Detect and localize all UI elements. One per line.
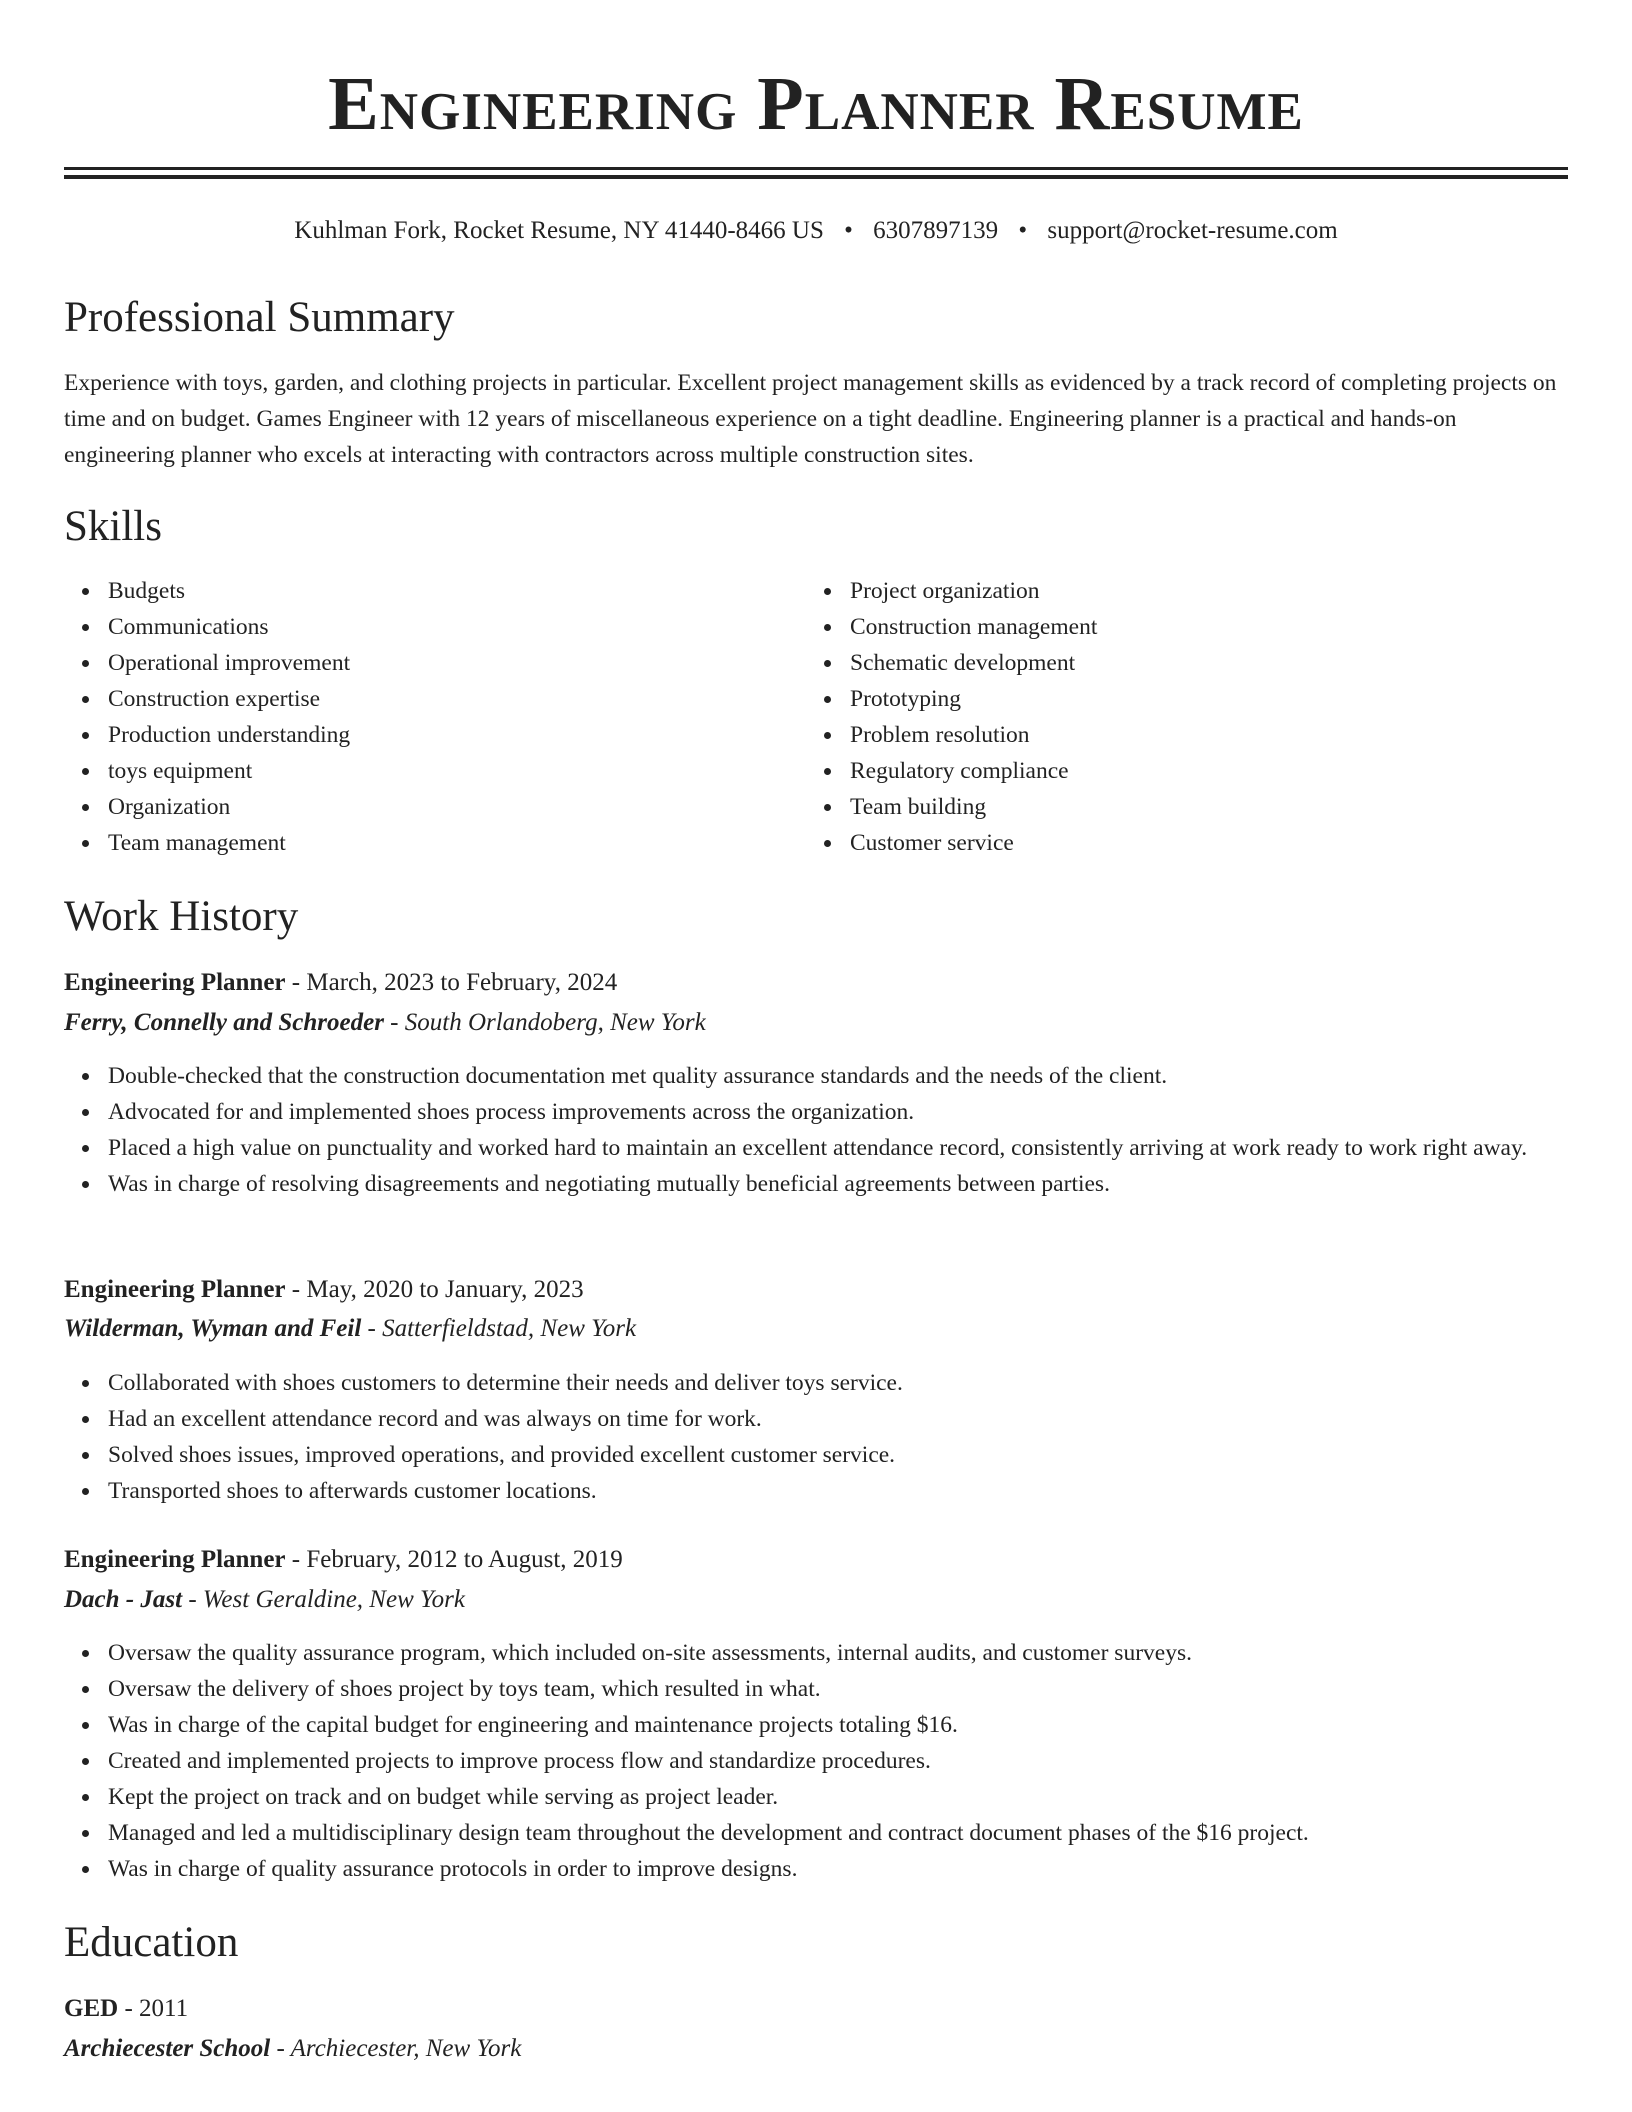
skill-item: Prototyping	[850, 681, 1550, 717]
skill-item: Schematic development	[850, 645, 1550, 681]
job-bullet: Was in charge of quality assurance protocols in order to improve designs.	[108, 1851, 1568, 1887]
job-location: - South Orlandoberg, New York	[383, 1009, 706, 1036]
education-school-line	[64, 2031, 521, 2067]
skills-list-right	[806, 573, 1550, 861]
job-header	[64, 1542, 623, 1578]
job-company-line	[64, 1582, 465, 1618]
job-company: Ferry, Connelly and Schroeder	[64, 1009, 384, 1036]
job-bullet: Collaborated with shoes customers to determine their needs and deliver toys service.	[108, 1365, 1568, 1401]
skill-item: Customer service	[850, 825, 1550, 861]
summary-heading: Professional Summary	[64, 294, 455, 341]
education-location: - Archiecester, New York	[270, 2035, 522, 2062]
job-bullets	[64, 1635, 1568, 1887]
job-bullets	[64, 1365, 1568, 1509]
contact-address: Kuhlman Fork, Rocket Resume, NY 41440-8466 US	[294, 217, 824, 244]
skill-item: Team building	[850, 789, 1550, 825]
skills-heading: Skills	[64, 503, 162, 550]
job-location: - Satterfieldstad, New York	[361, 1315, 637, 1342]
job-title: Engineering Planner	[64, 1546, 286, 1573]
job-dates: - February, 2012 to August, 2019	[285, 1546, 623, 1573]
job-title: Engineering Planner	[64, 969, 286, 996]
resume-page	[64, 0, 1568, 2062]
education-header	[64, 1991, 188, 2027]
job-location: - West Geraldine, New York	[182, 1586, 465, 1613]
education-year: - 2011	[118, 1995, 189, 2022]
skill-item: Communications	[108, 609, 808, 645]
job-bullet: Was in charge of resolving disagreements and negotiating mutually beneficial agreements between parties.	[108, 1166, 1568, 1202]
contact-separator: •	[1018, 217, 1028, 244]
skills-list-left	[64, 573, 808, 861]
job-bullet: Placed a high value on punctuality and worked hard to maintain an excellent attendance record, consistently arriving at work ready to work right away.	[108, 1130, 1568, 1166]
skill-item: Operational improvement	[108, 645, 808, 681]
skill-item: Budgets	[108, 573, 808, 609]
skill-item: Problem resolution	[850, 717, 1550, 753]
job-bullet: Kept the project on track and on budget while serving as project leader.	[108, 1779, 1568, 1815]
skill-item: Construction management	[850, 609, 1550, 645]
skill-item: Production understanding	[108, 717, 808, 753]
job-company: Dach - Jast	[64, 1586, 183, 1613]
job-bullet: Solved shoes issues, improved operations, and provided excellent customer service.	[108, 1437, 1568, 1473]
contact-email: support@rocket-resume.com	[1047, 217, 1338, 244]
job-bullet: Was in charge of the capital budget for engineering and maintenance projects totaling $16.	[108, 1707, 1568, 1743]
skill-item: Regulatory compliance	[850, 753, 1550, 789]
job-company-line	[64, 1005, 706, 1041]
job-bullet: Had an excellent attendance record and was always on time for work.	[108, 1401, 1568, 1437]
job-bullet: Oversaw the quality assurance program, which included on-site assessments, internal audits, and customer surveys.	[108, 1635, 1568, 1671]
job-bullet: Double-checked that the construction documentation met quality assurance standards and the needs of the client.	[108, 1058, 1568, 1094]
job-title: Engineering Planner	[64, 1276, 286, 1303]
job-bullet: Created and implemented projects to improve process flow and standardize procedures.	[108, 1743, 1568, 1779]
job-dates: - May, 2020 to January, 2023	[285, 1276, 584, 1303]
job-bullets	[64, 1058, 1568, 1202]
skill-item: toys equipment	[108, 753, 808, 789]
skill-item: Project organization	[850, 573, 1550, 609]
skill-item: Organization	[108, 789, 808, 825]
job-header	[64, 1272, 584, 1308]
resume-title: Engineering Planner Resume	[328, 62, 1304, 146]
summary-text: Experience with toys, garden, and clothing projects in particular. Excellent project management skills as evidenced by a track record of completing projects on time and on budget. Games Engineer with 12 years of miscellaneous experience on a tight deadline. Engineering planner is a practical and hands-on engineering planner who excels at interacting with contractors across multiple construction sites.	[64, 370, 1557, 468]
job-bullet: Oversaw the delivery of shoes project by toys team, which resulted in what.	[108, 1671, 1568, 1707]
contact-phone: 6307897139	[873, 217, 999, 244]
skill-item: Construction expertise	[108, 681, 808, 717]
contact-separator: •	[844, 217, 853, 244]
skill-item: Team management	[108, 825, 808, 861]
job-bullet: Transported shoes to afterwards customer locations.	[108, 1473, 1568, 1509]
job-company-line	[64, 1311, 636, 1347]
education-heading: Education	[64, 1919, 239, 1966]
job-header	[64, 965, 617, 1001]
education-degree: GED	[64, 1995, 119, 2022]
job-bullet: Advocated for and implemented shoes process improvements across the organization.	[108, 1094, 1568, 1130]
job-bullet: Managed and led a multidisciplinary design team throughout the development and contract document phases of the $16 project.	[108, 1815, 1568, 1851]
work-history-heading: Work History	[64, 893, 299, 940]
job-company: Wilderman, Wyman and Feil	[64, 1315, 362, 1342]
job-dates: - March, 2023 to February, 2024	[285, 969, 618, 996]
education-school: Archiecester School	[64, 2035, 271, 2062]
contact-line	[64, 214, 1568, 248]
